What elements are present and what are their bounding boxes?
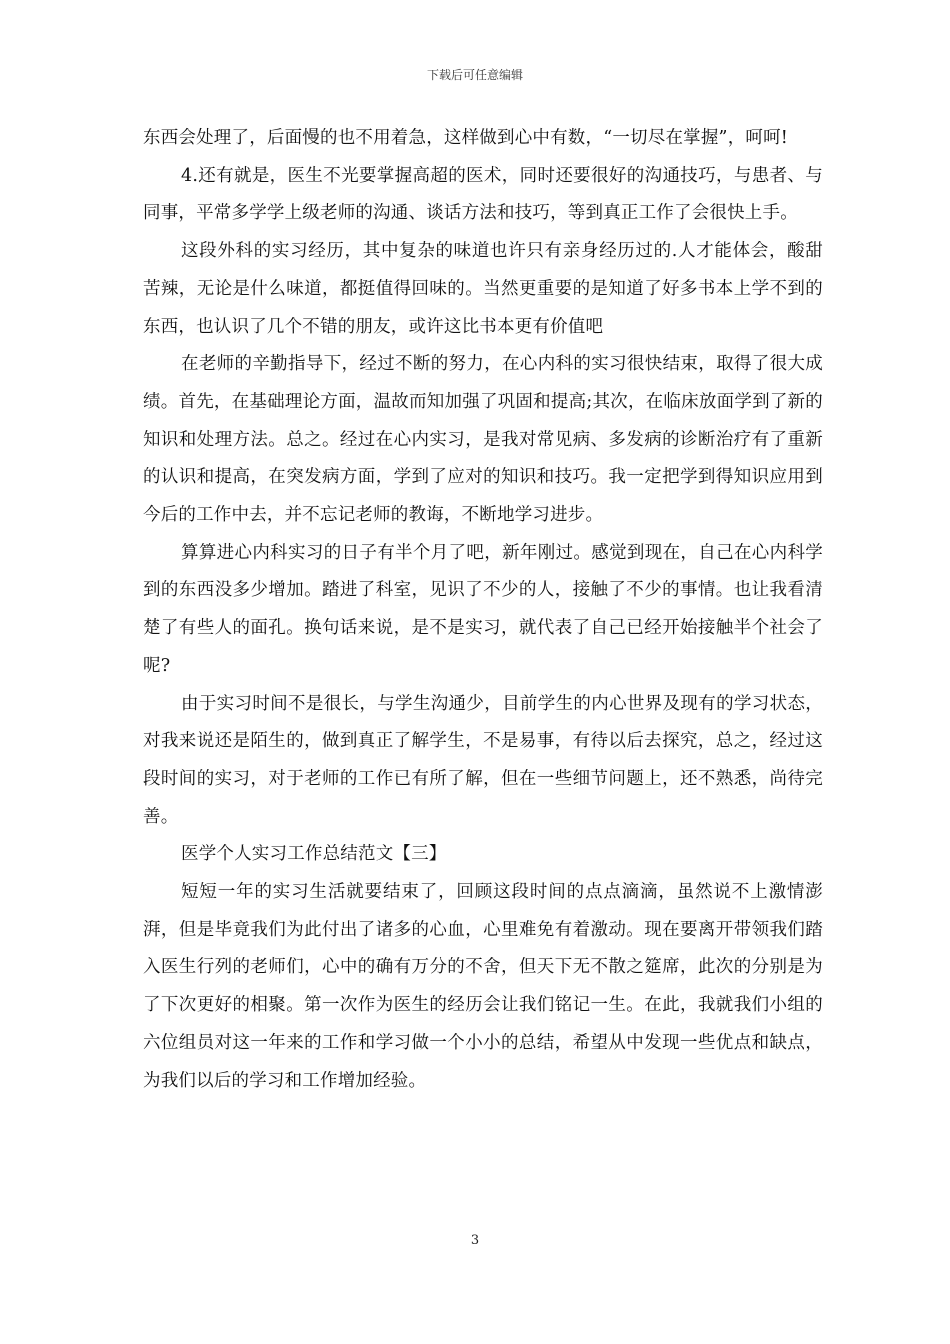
document-body (143, 120, 823, 1100)
paragraph-1: 东西会处理了，后面慢的也不用着急，这样做到心中有数，“一切尽在掌握”，呵呵! (143, 128, 789, 148)
paragraph-5: 算算进心内科实习的日子有半个月了吧，新年刚过。感觉到现在，自己在心内科学到的东西没多少增加。踏进了科室，见识了不少的人，接触了不少的事情。也让我看清楚了有些人的面孔。换句话来说，是不是实习，就代表了自己已经开始接触半个社会了呢? (143, 542, 823, 676)
paragraph-4: 在老师的辛勤指导下，经过不断的努力，在心内科的实习很快结束，取得了很大成绩。首先，在基础理论方面，温故而知加强了巩固和提高;其次，在临床放面学到了新的知识和处理方法。总之。经过在心内实习，是我对常见病、多发病的诊断治疗有了重新的认识和提高，在突发病方面，学到了应对的知识和技巧。我一定把学到得知识应用到今后的工作中去，并不忘记老师的教诲，不断地学习进步。 (143, 354, 823, 526)
paragraph-6: 由于实习时间不是很长，与学生沟通少，目前学生的内心世界及现有的学习状态，对我来说还是陌生的，做到真正了解学生，不是易事，有待以后去探究，总之，经过这段时间的实习，对于老师的工作已有所了解，但在一些细节问题上，还不熟悉，尚待完善。 (143, 693, 823, 827)
page-header: 下载后可任意编辑 (426, 68, 523, 82)
section-heading: 医学个人实习工作总结范文【三】 (181, 844, 447, 865)
paragraph-3: 这段外科的实习经历，其中复杂的味道也许只有亲身经历过的.人才能体会，酸甜苦辣，无论是什么味道，都挺值得回味的。当然更重要的是知道了好多书本上学不到的东西，也认识了几个不错的朋友，或许这比书本更有价值吧 (143, 241, 823, 337)
page-number: 3 (470, 1233, 480, 1248)
paragraph-2: 4.还有就是，医生不光要掌握高超的医术，同时还要很好的沟通技巧，与患者、与同事，平常多学学上级老师的沟通、谈话方法和技巧，等到真正工作了会很快上手。 (143, 165, 823, 224)
paragraph-8: 短短一年的实习生活就要结束了，回顾这段时间的点点滴滴，虽然说不上激情澎湃，但是毕竟我们为此付出了诸多的心血，心里难免有着激动。现在要离开带领我们踏入医生行列的老师们，心中的确有万分的不舍，但天下无不散之筵席，此次的分别是为了下次更好的相聚。第一次作为医生的经历会让我们铭记一生。在此，我就我们小组的六位组员对这一年来的工作和学习做一个小小的总结，希望从中发现一些优点和缺点，为我们以后的学习和工作增加经验。 (143, 882, 823, 1091)
